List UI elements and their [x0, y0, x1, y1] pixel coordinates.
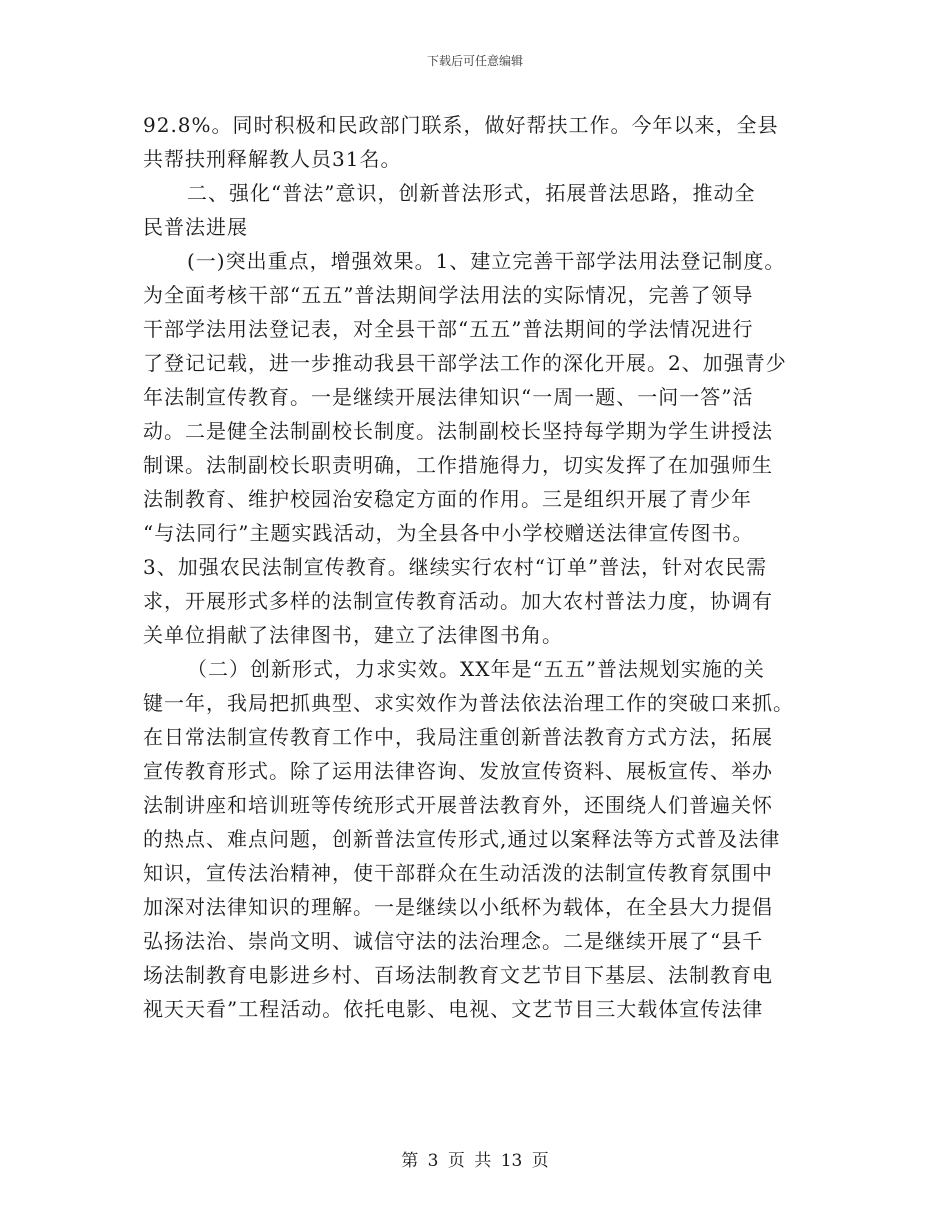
section-heading-line: 二、强化“普法”意识，创新普法形式，拓展普法思路，推动全 [187, 181, 756, 205]
text-line: 场法制教育电影进乡村、百场法制教育文艺节目下基层、法制教育电 [143, 963, 773, 987]
text-line: 求，开展形式多样的法制宣传教育活动。加大农村普法力度，协调有 [143, 589, 773, 613]
text-line: 宣传教育形式。除了运用法律咨询、发放宣传资料、展板宣传、举办 [143, 759, 773, 783]
page-header: 下载后可任意编辑 [426, 54, 523, 68]
text-line: 92.8%。同时积极和民政部门联系，做好帮扶工作。今年以来，全县 [143, 113, 779, 137]
subsection-heading-line: (一)突出重点，增强效果。1、建立完善干部学法用法登记制度。 [187, 249, 786, 273]
text-line: 共帮扶刑释解教人员31名。 [143, 147, 402, 171]
text-line: 年法制宣传教育。一是继续开展法律知识“一周一题、一问一答”活 [143, 385, 754, 409]
text-line: 制课。法制副校长职责明确，工作措施得力，切实发挥了在加强师生 [143, 453, 773, 477]
text-line: 3、加强农民法制宣传教育。继续实行农村“订单”普法，针对农民需 [143, 555, 768, 579]
text-line: 了登记记载，进一步推动我县干部学法工作的深化开展。2、加强青少 [143, 351, 787, 375]
text-line: 加深对法律知识的理解。一是继续以小纸杯为载体，在全县大力提倡 [143, 895, 773, 919]
text-line: 弘扬法治、崇尚文明、诚信守法的法治理念。二是继续开展了“县千 [143, 929, 764, 953]
page-number-footer: 第 3 页 共 13 页 [401, 1151, 549, 1171]
document-body [143, 108, 811, 1026]
text-line: 干部学法用法登记表，对全县干部“五五”普法期间的学法情况进行 [143, 317, 754, 341]
text-line: 的热点、难点问题，创新普法宣传形式,通过以案释法等方式普及法律 [143, 827, 781, 851]
subsection-heading-line: （二）创新形式，力求实效。XX年是“五五”普法规划实施的关 [187, 657, 765, 681]
text-line: 键一年，我局把抓典型、求实效作为普法依法治理工作的突破口来抓。 [143, 691, 794, 715]
text-line: 法制教育、维护校园治安稳定方面的作用。三是组织开展了青少年 [143, 487, 752, 511]
text-line: 动。二是健全法制副校长制度。法制副校长坚持每学期为学生讲授法 [143, 419, 773, 443]
text-line: 在日常法制宣传教育工作中，我局注重创新普法教育方式方法，拓展 [143, 725, 773, 749]
text-line: 知识，宣传法治精神，使干部群众在生动活泼的法制宣传教育氛围中 [143, 861, 773, 885]
section-heading-line: 民普法进展 [143, 215, 248, 239]
text-line: “与法同行”主题实践活动，为全县各中小学校赠送法律宣传图书。 [143, 521, 754, 545]
text-line: 法制讲座和培训班等传统形式开展普法教育外，还围绕人们普遍关怀 [143, 793, 773, 817]
text-line: 关单位捐献了法律图书，建立了法律图书角。 [143, 623, 563, 647]
text-line: 视天天看”工程活动。依托电影、电视、文艺节目三大载体宣传法律 [143, 997, 764, 1021]
text-line: 为全面考核干部“五五”普法期间学法用法的实际情况，完善了领导 [143, 283, 754, 307]
